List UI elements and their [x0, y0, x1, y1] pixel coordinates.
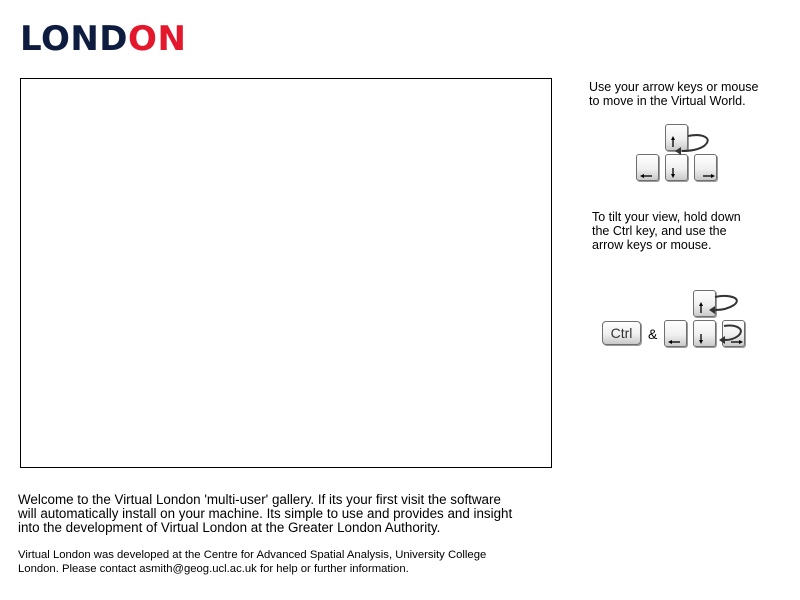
tilt-instructions-line: To tilt your view, hold down [592, 210, 741, 224]
welcome-text-line: will automatically install on your machine. Its simple to use and provides and insight [18, 506, 513, 521]
down-arrow-key-icon [665, 154, 688, 181]
logo-text-red: ON [128, 19, 187, 59]
rotate-arrow-icon [697, 291, 745, 321]
credits-text-line: London. Please contact asmith@geog.ucl.ac.uk for help or further information. [18, 563, 409, 575]
navigation-instructions-line: to move in the Virtual World. [589, 94, 746, 108]
left-arrow-key-icon [664, 320, 687, 347]
welcome-text-line: into the development of Virtual London at the Greater London Authority. [18, 520, 441, 535]
rotate-arrow-icon [710, 320, 746, 350]
tilt-instructions [592, 210, 741, 252]
london-logo [20, 19, 186, 59]
navigation-instructions [589, 80, 759, 108]
credits-text [18, 548, 558, 576]
left-arrow-key-icon [636, 154, 659, 181]
tilt-instructions-line: the Ctrl key, and use the [592, 224, 727, 238]
logo-text-dark: LOND [20, 19, 129, 59]
ampersand: & [648, 326, 658, 342]
rotate-arrow-icon [668, 128, 716, 158]
virtual-world-viewer[interactable] [20, 78, 552, 468]
ctrl-key-icon: Ctrl [602, 321, 641, 345]
tilt-instructions-line: arrow keys or mouse. [592, 238, 712, 252]
navigation-instructions-line: Use your arrow keys or mouse [589, 80, 759, 94]
credits-text-line: Virtual London was developed at the Centre for Advanced Spatial Analysis, University College [18, 549, 487, 561]
welcome-text [18, 493, 558, 535]
welcome-text-line: Welcome to the Virtual London 'multi-user' gallery. If its your first visit the software [18, 492, 501, 507]
right-arrow-key-icon [694, 154, 717, 181]
